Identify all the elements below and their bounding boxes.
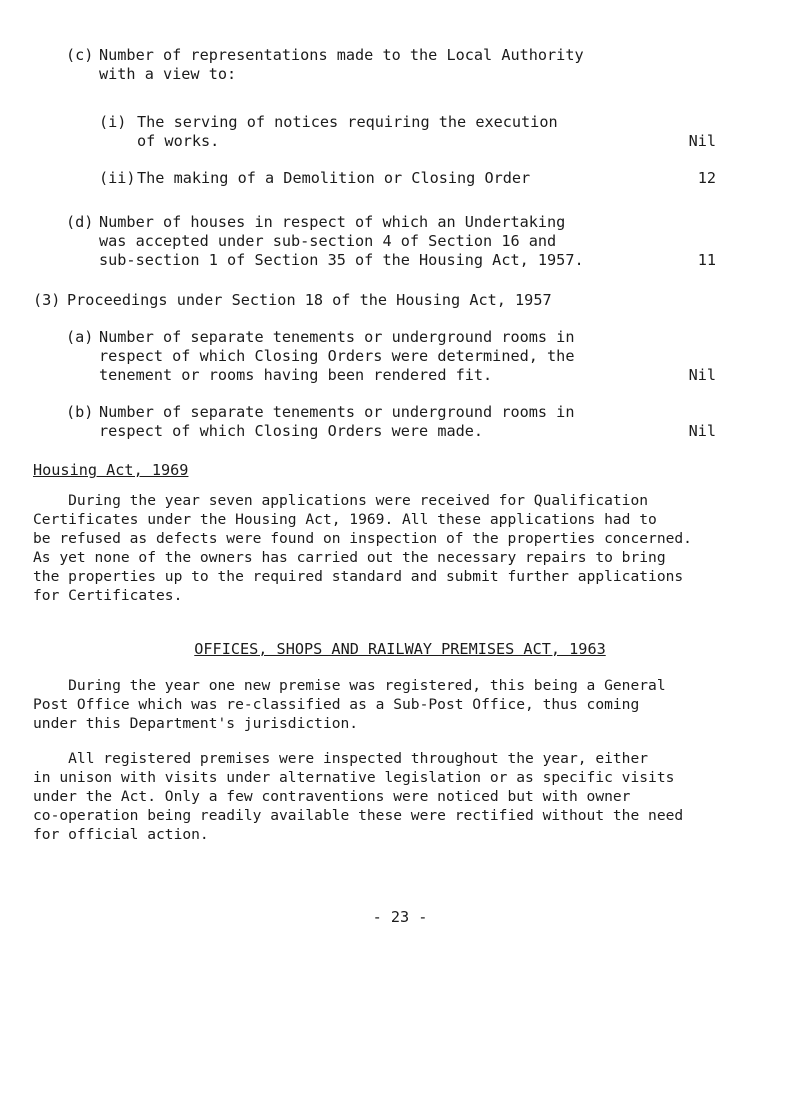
section-3-b (66, 403, 716, 443)
section-3-label: (3) (33, 291, 61, 309)
offices-act-p2-line-3: under the Act. Only a few contraventions were noticed but with owner (33, 788, 631, 805)
section-c-line-1: Number of representations made to the Local Authority (99, 46, 584, 64)
section-c-i-value: Nil (688, 132, 716, 150)
section-c-i-line-2: of works. (137, 132, 220, 150)
housing-act-paragraph (33, 491, 692, 605)
section-d-line-3: sub-section 1 of Section 35 of the Housing Act, 1957. (99, 251, 584, 269)
page-number: - 23 - (372, 908, 428, 926)
offices-act-heading: OFFICES, SHOPS AND RAILWAY PREMISES ACT, 1963 (194, 640, 606, 658)
section-c-i-line-1: The serving of notices requiring the execution (137, 113, 558, 131)
housing-act-line-4: As yet none of the owners has carried out the necessary repairs to bring (33, 549, 666, 566)
section-3-a-label: (a) (66, 328, 94, 346)
offices-act-p2-line-2: in unison with visits under alternative legislation or as specific visits (33, 769, 675, 786)
housing-act-line-2: Certificates under the Housing Act, 1969. All these applications had to (33, 511, 657, 528)
section-3-b-value: Nil (688, 422, 716, 440)
offices-act-p1-line-1: During the year one new premise was registered, this being a General (33, 677, 666, 694)
section-c-ii-label: (ii) (99, 169, 136, 187)
section-c-i-label: (i) (99, 113, 127, 131)
offices-act-paragraph-2 (33, 749, 683, 844)
section-d-value: 11 (697, 251, 716, 269)
offices-act-p1-line-2: Post Office which was re-classified as a Sub-Post Office, thus coming (33, 696, 640, 713)
section-c-ii-line-1: The making of a Demolition or Closing Order (137, 169, 531, 187)
offices-act-p2-line-1: All registered premises were inspected throughout the year, either (33, 750, 649, 767)
offices-act-paragraph-1 (33, 676, 666, 733)
section-3-a-line-2: respect of which Closing Orders were determined, the (99, 347, 575, 365)
offices-act-p2-line-4: co-operation being readily available these were rectified without the need (33, 807, 684, 824)
housing-act-heading: Housing Act, 1969 (33, 461, 189, 479)
section-3-b-line-2: respect of which Closing Orders were made. (99, 422, 484, 440)
section-c-ii (99, 169, 716, 189)
section-3-a (66, 328, 716, 388)
section-c-line-2: with a view to: (99, 65, 237, 83)
section-3-title: Proceedings under Section 18 of the Housing Act, 1957 (67, 291, 552, 309)
section-3-b-label: (b) (66, 403, 94, 421)
section-d (66, 213, 716, 273)
housing-act-line-1: During the year seven applications were received for Qualification (33, 492, 649, 509)
section-3-a-value: Nil (688, 366, 716, 384)
section-d-line-2: was accepted under sub-section 4 of Section 16 and (99, 232, 557, 250)
section-3-a-line-3: tenement or rooms having been rendered fit. (99, 366, 493, 384)
section-d-label: (d) (66, 213, 94, 231)
housing-act-line-6: for Certificates. (33, 587, 183, 604)
section-3-a-line-1: Number of separate tenements or underground rooms in (99, 328, 575, 346)
housing-act-line-5: the properties up to the required standard and submit further applications (33, 568, 684, 585)
section-3-b-line-1: Number of separate tenements or underground rooms in (99, 403, 575, 421)
section-d-line-1: Number of houses in respect of which an Undertaking (99, 213, 566, 231)
offices-act-p2-line-5: for official action. (33, 826, 209, 843)
section-c-label: (c) (66, 46, 94, 64)
offices-act-p1-line-3: under this Department's jurisdiction. (33, 715, 359, 732)
section-c-i (99, 113, 716, 153)
housing-act-line-3: be refused as defects were found on inspection of the properties concerned. (33, 530, 692, 547)
section-c-ii-value: 12 (697, 169, 716, 187)
